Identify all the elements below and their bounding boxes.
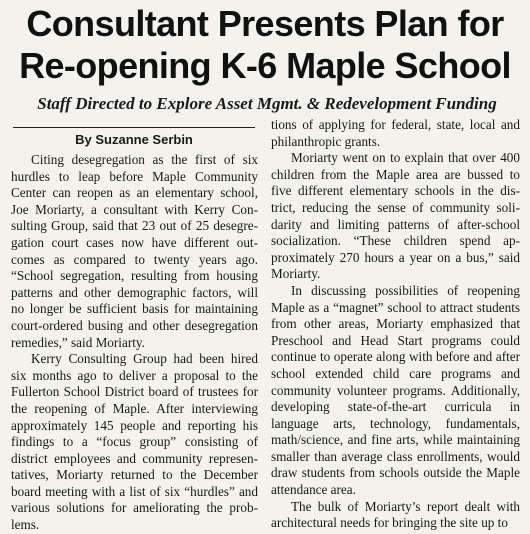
paragraph: Kerry Consulting Group had been hired six months ago to deliver a proposal to the Fullerton School District board of trustees for the reopening of Maple. After interviewing approximately 145 people and reporting his findings to a “focus group” consisting of district employees and community representatives, Moriarty returned to the December board meeting with a list of six “hurdles” and various solutions for ameliorating the problems. [11, 351, 258, 533]
paragraph: The bulk of Moriarty’s report dealt with architectural needs for bringing the site up to [271, 498, 520, 531]
subheadline: Staff Directed to Explore Asset Mgmt. & Redevelopment Funding [37, 94, 497, 113]
byline-rule [13, 127, 255, 128]
paragraph: Citing desegregation as the first of six hurdles to leap before Maple Community Center can reopen as an elementary school, Joe Moriarty, a consultant with Kerry Consulting Group, said that 23 out of 25 desegregation court cases now have different outcomes as compared to twenty years ago. “School segregation, resulting from housing patterns and other demographic factors, will no longer be sufficient basis for maintaining court-ordered busing and other desegregation remedies,” said Moriarty. [11, 152, 258, 350]
headline-line-2: Re-opening K-6 Maple School [19, 45, 511, 86]
headline-line-1: Consultant Presents Plan for [26, 3, 504, 44]
byline: By Suzanne Serbin [75, 132, 193, 147]
paragraph-continuation: tions of applying for federal, state, local and philanthropic grants. [271, 117, 520, 149]
paragraph: In discussing possibilities of reopening Maple as a “magnet” school to attract students from other areas, Moriarty emphasized that Preschool and Head Start programs could continue to operate along with before and after school extended child care programs and community volunteer programs. Additionally, developing state-of-the-art curricula in language arts, technology, fundamentals, math/science, and fine arts, while maintaining smaller than average class enrollments, would draw students from schools outside the Maple attendance area. [271, 282, 520, 498]
right-column [271, 117, 520, 532]
paragraph: Moriarty went on to explain that over 400 children from the Maple area are bussed to five different elementary schools in the district, reducing the sense of community solidarity and limiting patterns of after-school socialization. “These children spend approximately 270 hours a year on a bus,” said Moriarty. [271, 150, 520, 282]
left-column [11, 152, 258, 534]
